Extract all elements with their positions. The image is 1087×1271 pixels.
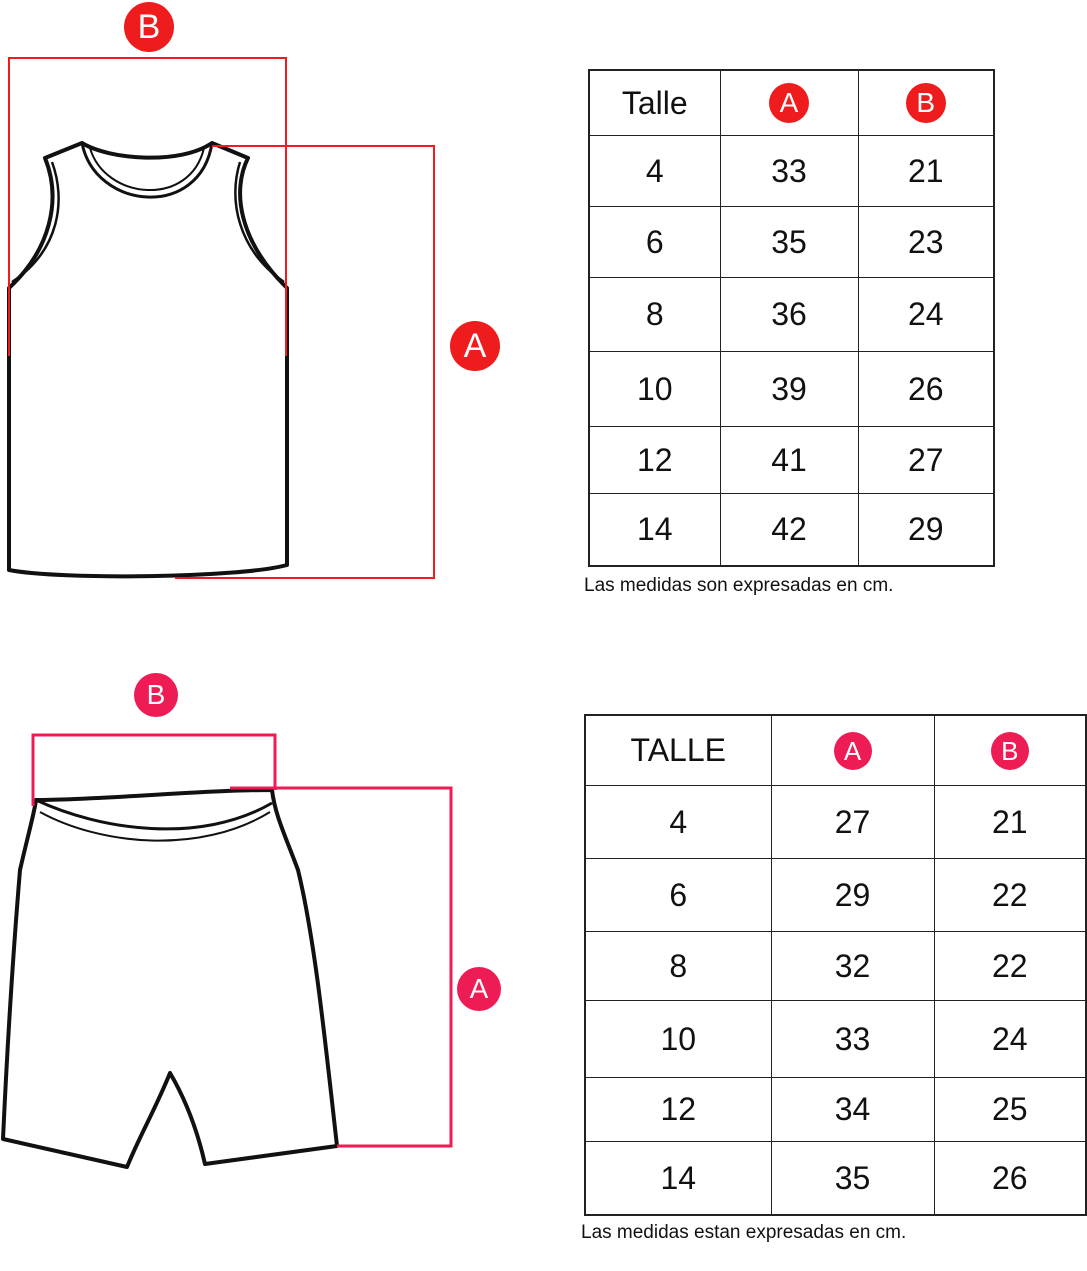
measure-a-cell: 33 xyxy=(720,136,858,207)
size-cell: 6 xyxy=(589,207,720,278)
tank-top-size-table xyxy=(588,69,995,567)
measure-b-cell: 23 xyxy=(858,207,994,278)
measure-b-cell: 24 xyxy=(858,278,994,352)
size-cell: 8 xyxy=(589,278,720,352)
measure-a-cell: 27 xyxy=(771,786,934,859)
measure-b-cell: 26 xyxy=(858,352,994,427)
measure-a-cell: 34 xyxy=(771,1078,934,1142)
table-row xyxy=(585,932,1086,1001)
header-cell-a xyxy=(720,70,858,136)
header-cell-b xyxy=(934,715,1086,786)
size-cell: 8 xyxy=(585,932,771,1001)
shorts-b-badge xyxy=(134,673,178,717)
table-header-row xyxy=(585,715,1086,786)
size-cell: 4 xyxy=(585,786,771,859)
shorts-size-table xyxy=(584,714,1087,1216)
measure-b-cell: 21 xyxy=(934,786,1086,859)
table-header-row xyxy=(589,70,994,136)
header-a-badge: A xyxy=(834,732,872,770)
table-row xyxy=(589,427,994,494)
shorts-drawing xyxy=(3,735,451,1167)
shorts-b-label: B xyxy=(146,679,166,710)
size-cell: 4 xyxy=(589,136,720,207)
table-row xyxy=(589,136,994,207)
measure-a-cell: 39 xyxy=(720,352,858,427)
table-row xyxy=(589,352,994,427)
header-cell-b xyxy=(858,70,994,136)
shorts-a-badge xyxy=(457,967,501,1011)
header-b-badge: B xyxy=(991,732,1029,770)
size-cell: 6 xyxy=(585,859,771,932)
measure-b-cell: 22 xyxy=(934,859,1086,932)
tank-top-a-label: A xyxy=(463,327,487,365)
measure-a-cell: 41 xyxy=(720,427,858,494)
size-cell: 14 xyxy=(589,494,720,567)
measure-a-cell: 42 xyxy=(720,494,858,567)
measure-b-cell: 29 xyxy=(858,494,994,567)
measure-a-cell: 32 xyxy=(771,932,934,1001)
table-row xyxy=(585,1001,1086,1078)
header-cell-talle: TALLE xyxy=(585,715,771,786)
measure-a-cell: 33 xyxy=(771,1001,934,1078)
tank-top-b-badge xyxy=(124,2,174,52)
shorts-a-label: A xyxy=(469,973,489,1004)
size-cell: 12 xyxy=(589,427,720,494)
measure-b-cell: 24 xyxy=(934,1001,1086,1078)
table-row xyxy=(589,207,994,278)
size-cell: 10 xyxy=(585,1001,771,1078)
table-row xyxy=(585,859,1086,932)
measure-a-cell: 35 xyxy=(771,1142,934,1216)
size-cell: 12 xyxy=(585,1078,771,1142)
measure-b-cell: 27 xyxy=(858,427,994,494)
tank-top-units-note: Las medidas son expresadas en cm. xyxy=(584,575,894,596)
size-cell: 10 xyxy=(589,352,720,427)
tank-top-a-badge xyxy=(450,321,500,371)
table-row xyxy=(589,278,994,352)
table-row xyxy=(585,1078,1086,1142)
measure-a-cell: 35 xyxy=(720,207,858,278)
tank-top-drawing xyxy=(9,58,434,578)
measure-b-cell: 21 xyxy=(858,136,994,207)
measure-b-cell: 25 xyxy=(934,1078,1086,1142)
header-cell-talle: Talle xyxy=(589,70,720,136)
header-cell-a xyxy=(771,715,934,786)
shorts-units-note: Las medidas estan expresadas en cm. xyxy=(581,1222,907,1243)
measure-a-cell: 36 xyxy=(720,278,858,352)
measure-b-cell: 26 xyxy=(934,1142,1086,1216)
size-cell: 14 xyxy=(585,1142,771,1216)
table-row xyxy=(585,1142,1086,1216)
tank-top-b-label: B xyxy=(137,8,161,46)
header-b-badge: B xyxy=(906,83,946,123)
table-row xyxy=(585,786,1086,859)
measure-a-cell: 29 xyxy=(771,859,934,932)
table-row xyxy=(589,494,994,567)
header-a-badge: A xyxy=(769,83,809,123)
measure-b-cell: 22 xyxy=(934,932,1086,1001)
